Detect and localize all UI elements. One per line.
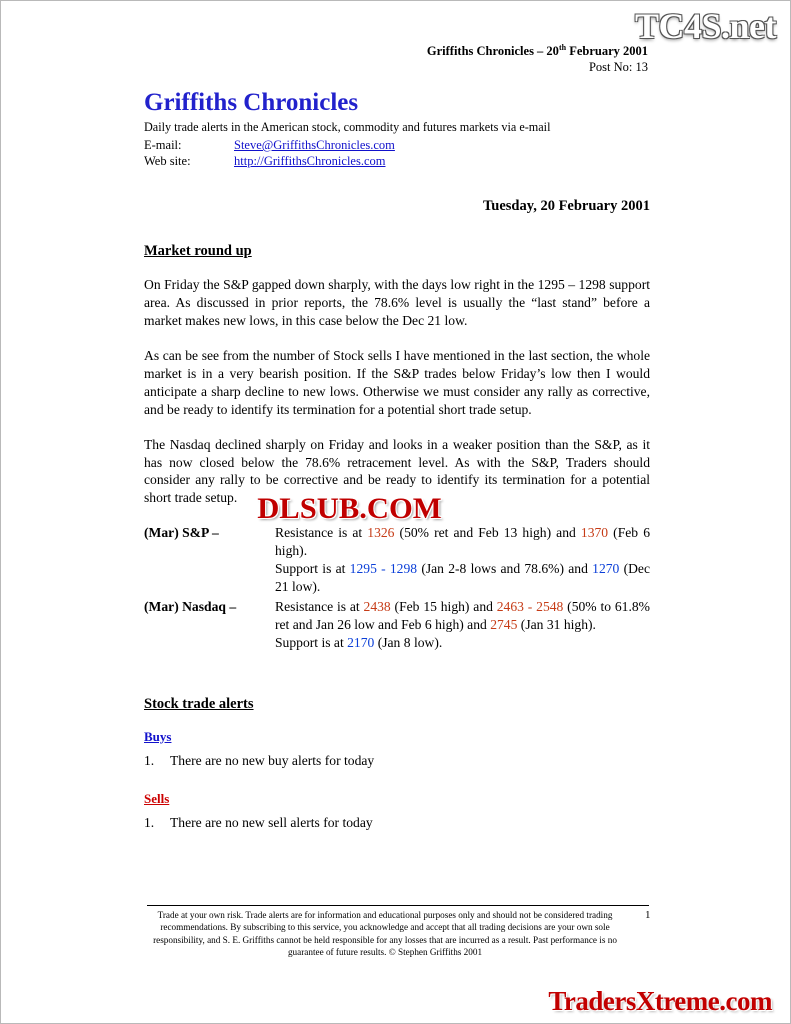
contact-row-website — [144, 154, 395, 170]
resistance-level-value: 2745 — [490, 617, 518, 632]
running-header-post-no: Post No: 13 — [588, 59, 648, 74]
levels-text: (Feb 15 high) and — [390, 599, 497, 615]
buy-item-number: 1. — [144, 752, 155, 768]
levels-text: Resistance is at — [275, 525, 368, 541]
levels-text: (Jan 2-8 lows and 78.6%) and — [417, 561, 593, 577]
list-item-buy — [144, 753, 650, 769]
paragraph-1: On Friday the S&P gapped down sharply, with the days low right in the 1295 – 1298 support area. As discussed in prior reports, the 78.6% level is usually the “last stand” before a market makes new lows, in this case below the Dec 21 low. — [144, 277, 650, 328]
resistance-line — [275, 524, 650, 560]
support-level-value: 2170 — [347, 634, 375, 650]
levels-text: Support is at — [275, 634, 348, 650]
levels-row — [144, 598, 650, 652]
heading-sells: Sells — [144, 790, 170, 806]
resistance-level-value: 2438 — [363, 599, 391, 615]
levels-table — [144, 524, 650, 652]
levels-row-body — [275, 598, 650, 652]
paragraph-3: The Nasdaq declined sharply on Friday and looks in a weaker position than the S&P, as it has now closed below the 78.6% retracement level. As with the S&P, Traders should consider any rally to be corrective and be ready to identify its termination for a potential short trade setup. — [144, 436, 650, 506]
document-date: Tuesday, 20 February 2001 — [482, 198, 650, 214]
website-value-cell — [234, 154, 395, 170]
masthead-title: Griffiths Chronicles — [144, 89, 359, 116]
support-line — [275, 634, 650, 652]
email-value-cell — [234, 138, 395, 154]
levels-row-label: (Mar) Nasdaq – — [144, 599, 237, 615]
resistance-level-value: 1370 — [580, 525, 609, 541]
resistance-level-value: 1326 — [367, 525, 395, 541]
support-line — [275, 560, 650, 596]
levels-row-label: (Mar) S&P – — [144, 525, 219, 541]
list-item-sell — [144, 815, 650, 831]
resistance-line — [275, 598, 650, 634]
levels-text: (Jan 8 low). — [374, 634, 443, 650]
running-header-title-sup: th — [558, 43, 567, 52]
running-header-title-suffix: February 2001 — [566, 44, 648, 59]
support-level-value: 1295 - 1298 — [349, 561, 418, 577]
heading-buys: Buys — [144, 728, 172, 744]
email-label: E-mail: — [144, 138, 182, 152]
email-link[interactable]: Steve@GriffithsChronicles.com — [234, 138, 395, 152]
levels-text: (Feb 6 high). — [275, 525, 650, 559]
website-label: Web site: — [144, 154, 191, 168]
contact-table — [144, 138, 395, 170]
contact-row-email — [144, 138, 395, 154]
buy-item-text: There are no new buy alerts for today — [170, 752, 375, 768]
sell-item-number: 1. — [144, 814, 155, 830]
running-header-title-prefix: Griffiths Chronicles – 20 — [426, 44, 559, 59]
running-header — [427, 43, 648, 75]
paragraph-2: As can be see from the number of Stock sells I have mentioned in the last section, the whole market is in a very bearish position. If the S&P trades below Friday’s low then I would anticipate a sharp decline to new lows. Otherwise we must consider any rally as corrective, and be ready to identify its termination for a potential short trade setup. — [144, 347, 650, 417]
sells-block — [144, 791, 650, 831]
footer-divider — [147, 905, 649, 906]
levels-row — [144, 524, 650, 596]
watermark-tc4s: TC4S.net — [634, 6, 776, 46]
document-content — [144, 89, 650, 853]
footer-disclaimer: Trade at your own risk. Trade alerts are for information and educational purposes only and should not be considered trading recommendations. By subscribing to this service, you acknowledge and accept that all trading decisions are your own sole responsibility, and S. E. Griffiths cannot be held responsible for any losses that are incurred as a result. Past performance is no guarantee of future results. © Stephen Griffiths 2001 — [153, 910, 617, 958]
sell-item-text: There are no new sell alerts for today — [170, 814, 373, 830]
heading-stock-trade-alerts: Stock trade alerts — [144, 695, 254, 712]
running-header-title — [427, 43, 648, 60]
page-number: 1 — [645, 909, 651, 921]
resistance-level-value: 2463 - 2548 — [496, 599, 564, 615]
masthead-tagline: Daily trade alerts in the American stock, commodity and futures markets via e-mail — [144, 120, 551, 134]
website-link[interactable]: http://GriffithsChronicles.com — [234, 154, 386, 168]
levels-text: Support is at — [275, 561, 350, 577]
heading-market-round-up: Market round up — [144, 243, 252, 259]
levels-row-body — [275, 524, 650, 596]
levels-text: Resistance is at — [275, 599, 364, 615]
levels-text: (50% to 61.8% ret and Jan 26 low and Feb 6 high) and — [275, 599, 650, 632]
levels-text: (Jan 31 high). — [517, 617, 596, 632]
levels-text: (Dec 21 low). — [275, 561, 651, 595]
support-level-value: 1270 — [592, 561, 620, 577]
watermark-tradersxtreme: TradersXtreme.com — [548, 986, 772, 1016]
watermark-dlsub: DLSUB.COM — [257, 492, 442, 525]
levels-text: (50% ret and Feb 13 high) and — [394, 525, 581, 541]
